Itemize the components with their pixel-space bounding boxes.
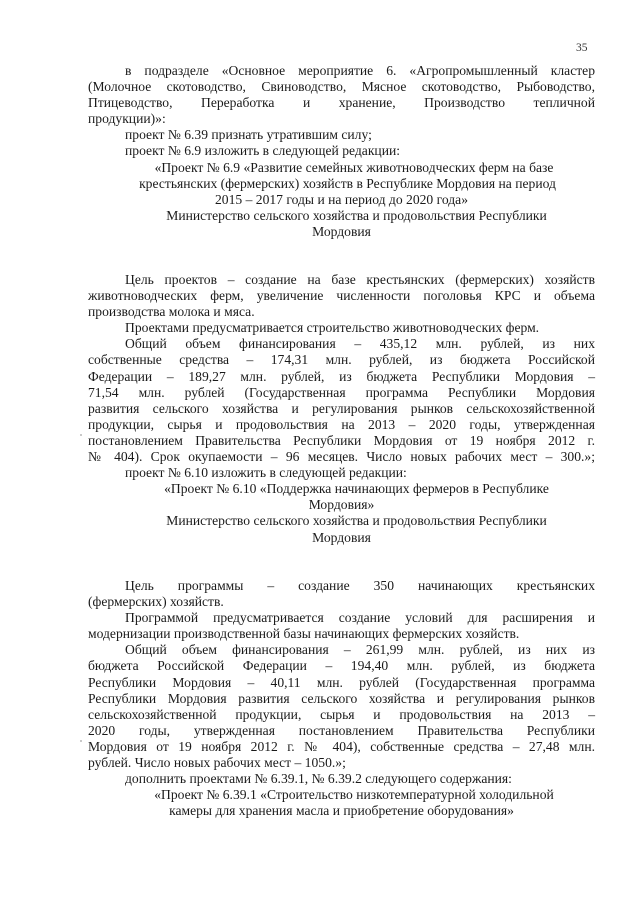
text-line: крестьянских (фермерских) хозяйств в Республике Мордовия на период xyxy=(139,175,556,191)
text-line: собственные средства – 174,31 млн. рублей, из бюджета Российской xyxy=(88,352,595,368)
text-line: Мордовия от 19 ноября 2012 г. № 404), собственные средства – 27,48 млн. xyxy=(88,738,595,754)
text-line: (Молочное скотоводство, Свиноводство, Мясное скотоводство, Рыбоводство, xyxy=(88,79,595,95)
scan-speck xyxy=(80,434,82,436)
text-line: сельскохозяйственной продукции, сырья и продовольствия на 2013 – xyxy=(88,706,595,722)
text-line: камеры для хранения масла и приобретение оборудования» xyxy=(169,803,514,819)
text-block xyxy=(88,272,595,546)
text-line: модернизации производственной базы начинающих фермерских хозяйств. xyxy=(88,626,520,642)
text-line: развития сельского хозяйства и регулирования рынков сельскохозяйственной xyxy=(88,400,595,416)
text-line: «Проект № 6.10 «Поддержка начинающих фермеров в Республике xyxy=(164,481,549,497)
text-line: Программой предусматривается создание условий для расширения и xyxy=(125,610,595,626)
text-line: 2020 годы, утвержденная постановлением Правительства Республики xyxy=(88,722,595,738)
text-line: (фермерских) хозяйств. xyxy=(88,594,224,610)
text-line: Федерации – 189,27 млн. рублей, из бюджета Республики Мордовия – xyxy=(88,368,595,384)
text-block xyxy=(88,578,595,819)
text-line: Цель проектов – создание на базе крестьянских (фермерских) хозяйств xyxy=(125,272,595,287)
text-line: проект № 6.39 признать утратившим силу; xyxy=(125,127,372,143)
text-line: 2015 – 2017 годы и на период до 2020 года» xyxy=(214,191,469,207)
page-number: 35 xyxy=(576,42,588,54)
text-line: производства молока и мяса. xyxy=(88,304,255,320)
text-line: продукции)»: xyxy=(88,111,166,127)
text-line: Общий объем финансирования – 435,12 млн. рублей, из них xyxy=(125,336,595,352)
text-line: постановлением Правительства Республики Мордовия от 19 ноября 2012 г. xyxy=(88,432,595,448)
text-line: Республики Мордовия – 40,11 млн. рублей (Государственная программа xyxy=(88,674,595,690)
text-line: рублей. Число новых рабочих мест – 1050.»; xyxy=(88,755,346,771)
text-line: Общий объем финансирования – 261,99 млн. рублей, из них из xyxy=(125,642,595,658)
text-line: № 404). Срок окупаемости – 96 месяцев. Число новых рабочих мест – 300.»; xyxy=(88,449,595,465)
text-line: «Проект № 6.39.1 «Строительство низкотемпературной холодильной xyxy=(154,787,554,803)
text-line: «Проект № 6.9 «Развитие семейных животноводческих ферм на базе xyxy=(154,159,554,175)
text-line: Мордовия» xyxy=(308,497,375,513)
text-line: Республики Мордовия развития сельского хозяйства и регулирования рынков xyxy=(88,690,595,706)
text-line: Мордовия xyxy=(312,529,371,545)
text-line: бюджета Российской Федерации – 194,40 млн. рублей, из бюджета xyxy=(88,658,595,674)
text-line: животноводческих ферм, увеличение численности поголовья КРС и объема xyxy=(88,288,595,304)
text-line: продукции, сырья и продовольствия на 2013 – 2020 годы, утвержденная xyxy=(88,416,595,432)
text-line: Проектами предусматривается строительство животноводческих ферм. xyxy=(125,320,540,336)
text-line: Министерство сельского хозяйства и продовольствия Республики xyxy=(166,513,547,529)
text-line: проект № 6.10 изложить в следующей редакции: xyxy=(125,465,407,481)
text-line: 71,54 млн. рублей (Государственная программа Республики Мордовия xyxy=(88,384,595,400)
text-block xyxy=(88,63,595,240)
text-line: Мордовия xyxy=(312,223,371,239)
text-line: Цель программы – создание 350 начинающих крестьянских xyxy=(125,578,595,593)
text-line: дополнить проектами № 6.39.1, № 6.39.2 следующего содержания: xyxy=(125,771,512,787)
text-line: Министерство сельского хозяйства и продовольствия Республики xyxy=(166,207,547,223)
scan-speck xyxy=(80,740,82,742)
text-line: проект № 6.9 изложить в следующей редакции: xyxy=(125,143,401,159)
text-line: в подразделе «Основное мероприятие 6. «Агропромышленный кластер xyxy=(125,63,595,78)
text-line: Птицеводство, Переработка и хранение, Производство тепличной xyxy=(88,95,595,111)
